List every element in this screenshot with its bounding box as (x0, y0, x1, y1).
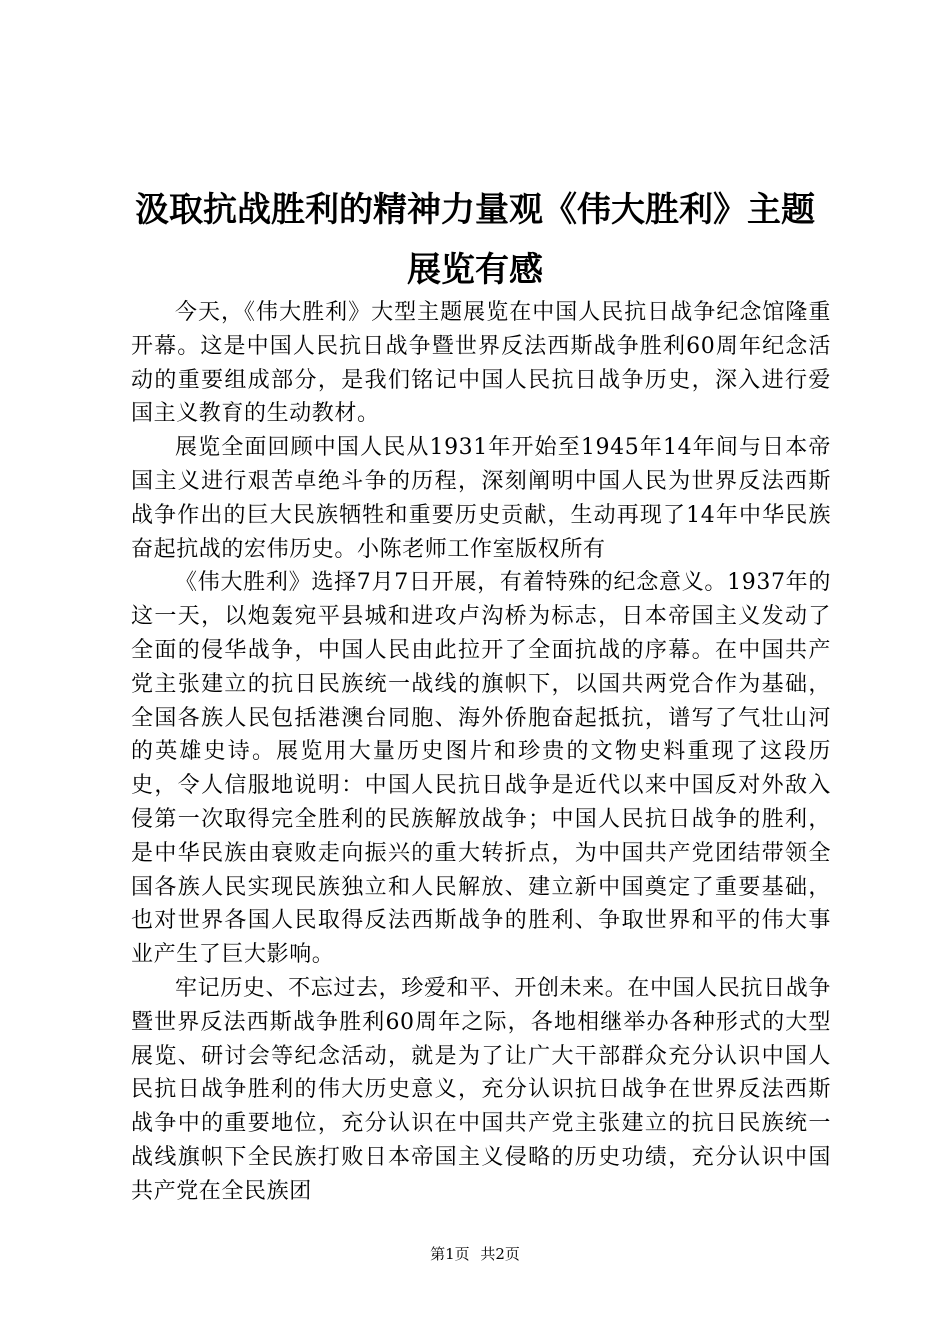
paragraph-4: 牢记历史、不忘过去，珍爱和平、开创未来。在中国人民抗日战争暨世界反法西斯战争胜利60周年之际，各地相继举办各种形式的大型展览、研讨会等纪念活动，就是为了让广大干部群众充分认识中国人民抗日战争胜利的伟大历史意义，充分认识抗日战争在世界反法西斯战争中的重要地位，充分认识在中国共产党主张建立的抗日民族统一战线旗帜下全民族打败日本帝国主义侵略的历史功绩，充分认识中国共产党在全民族团 (131, 975, 831, 1204)
paragraph-2: 展览全面回顾中国人民从1931年开始至1945年14年间与日本帝国主义进行艰苦卓绝斗争的历程，深刻阐明中国人民为世界反法西斯战争作出的巨大民族牺牲和重要历史贡献，生动再现了14年中华民族奋起抗战的宏伟历史。小陈老师工作室版权所有 (131, 435, 831, 562)
document-body (131, 296, 831, 1209)
page-footer (0, 1244, 950, 1264)
title-line-1: 汲取抗战胜利的精神力量观《伟大胜利》主题 (135, 190, 815, 230)
page-number: 第1页 (430, 1245, 470, 1263)
page-total: 共2页 (480, 1245, 520, 1263)
paragraph-3: 《伟大胜利》选择7月7日开展，有着特殊的纪念意义。1937年的这一天，以炮轰宛平县城和进攻卢沟桥为标志，日本帝国主义发动了全面的侵华战争，中国人民由此拉开了全面抗战的序幕。在中国共产党主张建立的抗日民族统一战线的旗帜下，以国共两党合作为基础，全国各族人民包括港澳台同胞、海外侨胞奋起抵抗，谱写了气壮山河的英雄史诗。展览用大量历史图片和珍贵的文物史料重现了这段历史，令人信服地说明：中国人民抗日战争是近代以来中国反对外敌入侵第一次取得完全胜利的民族解放战争；中国人民抗日战争的胜利，是中华民族由衰败走向振兴的重大转折点，为中国共产党团结带领全国各族人民实现民族独立和人民解放、建立新中国奠定了重要基础，也对世界各国人民取得反法西斯战争的胜利、争取世界和平的伟大事业产生了巨大影响。 (131, 570, 831, 968)
title-line-2: 展览有感 (407, 250, 543, 290)
document-title (100, 180, 850, 300)
paragraph-1: 今天，《伟大胜利》大型主题展览在中国人民抗日战争纪念馆隆重开幕。这是中国人民抗日战争暨世界反法西斯战争胜利60周年纪念活动的重要组成部分，是我们铭记中国人民抗日战争历史，深入进行爱国主义教育的生动教材。 (131, 300, 831, 427)
